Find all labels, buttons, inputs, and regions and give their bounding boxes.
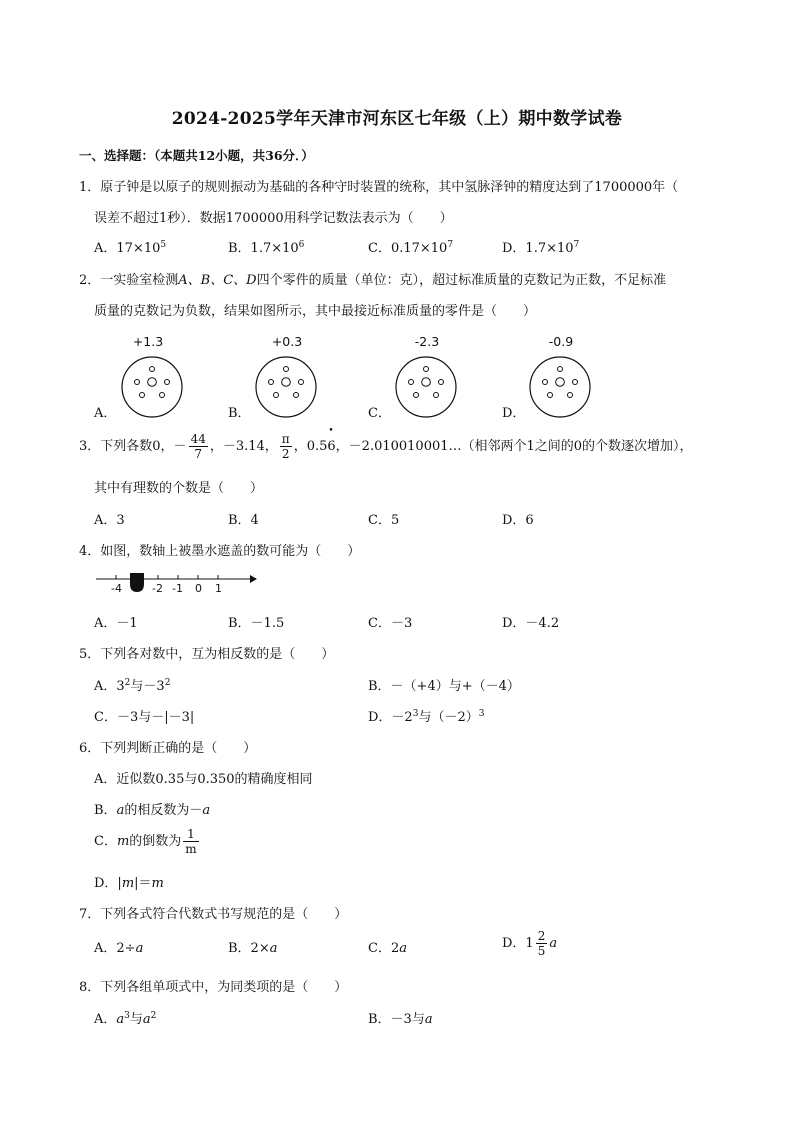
repeating-decimal-digit: • 6 <box>327 439 335 454</box>
q7-option-a[interactable]: A．2÷a <box>94 941 144 956</box>
q1-option-c[interactable]: C．$0.17\times 10^7$ <box>368 240 454 256</box>
part-d-figure <box>528 355 592 419</box>
tick-label: -2 <box>152 582 163 595</box>
q1-option-d[interactable]: D．$1.7\times 10^7$ <box>502 240 580 256</box>
q2-option-b[interactable]: B． <box>228 406 251 421</box>
q2-part-c <box>394 334 458 423</box>
q7-option-d[interactable]: D．1 $\frac{2}{5}$ a <box>502 929 558 958</box>
q2-stem-line1: 2．一实验室检测A、B、C、D四个零件的质量（单位：克），超过标准质量的克数记为正数，不足标准 <box>79 273 667 288</box>
q3-stem-line1: 3．下列各数0，－ $\frac{44}{7}$ ，－3.14， $\frac{\pi}{2}$ ，0.5• 6，－2.010010001…（相邻两个1之间的0的个数逐次增加）， <box>79 432 693 461</box>
q2-part-d <box>528 334 592 423</box>
q6-stem-line1: 6．下列判断正确的是（ ） <box>79 741 257 756</box>
q2-part-b <box>254 334 318 423</box>
q8-option-a[interactable]: A．$a^3$与$a^2$ <box>94 1011 157 1027</box>
q8-option-b[interactable]: B．－3与a <box>368 1012 433 1027</box>
q1-option-b[interactable]: B．$1.7\times 10^6$ <box>228 240 305 256</box>
tick-label: 0 <box>195 582 202 595</box>
q3-option-c[interactable]: C．5 <box>368 513 400 528</box>
part-d-value: -0.9 <box>548 334 574 349</box>
part-a-value: +1.3 <box>132 334 164 349</box>
fraction-2-5: $\frac{2}{5}$ <box>537 929 546 958</box>
q2-part-a <box>120 334 184 423</box>
q5-stem-line1: 5．下列各对数中，互为相反数的是（ ） <box>79 647 335 662</box>
q5-option-c[interactable]: C．－3与－|－3| <box>94 710 195 725</box>
fraction-44-7: $\frac{44}{7}$ <box>190 432 206 461</box>
part-b-figure <box>254 355 318 419</box>
tick-label: -4 <box>111 582 122 595</box>
part-b-value: +0.3 <box>271 334 303 349</box>
q7-option-c[interactable]: C．2a <box>368 941 407 956</box>
q5-option-d[interactable]: D．$-2^3$与$(-2)^3$ <box>368 709 485 725</box>
q6-option-d[interactable]: D．|m|＝m <box>94 876 164 891</box>
q3-option-b[interactable]: B．4 <box>228 513 259 528</box>
part-a-figure <box>120 355 184 419</box>
fraction-pi-2: $\frac{\pi}{2}$ <box>281 432 290 461</box>
q2-option-c[interactable]: C． <box>368 406 391 421</box>
q5-option-a[interactable]: A．$3^2$与$-3^2$ <box>94 678 171 694</box>
q4-option-b[interactable]: B．－1.5 <box>228 616 285 631</box>
q3-option-d[interactable]: D．6 <box>502 513 534 528</box>
page-title: 2024-2025学年天津市河东区七年级（上）期中数学试卷 <box>171 109 623 129</box>
tick-label: 1 <box>215 582 222 595</box>
q2-stem-line2: 质量的克数记为负数，结果如图所示，其中最接近标准质量的零件是（ ） <box>94 304 537 319</box>
q2-option-d[interactable]: D． <box>502 406 526 421</box>
number-line <box>94 568 259 596</box>
part-c-figure <box>394 355 458 419</box>
q8-stem-line1: 8．下列各组单项式中，为同类项的是（ ） <box>79 980 348 995</box>
q4-option-c[interactable]: C．－3 <box>368 616 413 631</box>
q3-option-a[interactable]: A．3 <box>94 513 125 528</box>
q4-option-a[interactable]: A．－1 <box>94 616 138 631</box>
q6-option-c[interactable]: C．m的倒数为 $\frac{1}{m}$ <box>94 827 197 856</box>
part-c-value: -2.3 <box>414 334 440 349</box>
q7-option-b[interactable]: B．2×a <box>228 941 278 956</box>
q4-option-d[interactable]: D．－4.2 <box>502 616 560 631</box>
ink-blot <box>130 573 144 592</box>
fraction-1-m: $\frac{1}{m}$ <box>185 827 197 856</box>
q6-option-b[interactable]: B．a的相反数为－a <box>94 803 211 818</box>
q1-stem-line1: 1．原子钟是以原子的规则振动为基础的各种守时装置的统称，其中氢脉泽钟的精度达到了1700000年（ <box>79 180 679 195</box>
q2-option-a[interactable]: A． <box>94 406 117 421</box>
q5-option-b[interactable]: B．－（+4）与+（－4） <box>368 679 520 694</box>
q1-stem-line2: 误差不超过1秒）．数据1700000用科学记数法表示为（ ） <box>94 211 453 226</box>
tick-label: -1 <box>172 582 183 595</box>
q7-stem-line1: 7．下列各式符合代数式书写规范的是（ ） <box>79 907 348 922</box>
q4-stem-line1: 4．如图，数轴上被墨水遮盖的数可能为（ ） <box>79 544 361 559</box>
q6-option-a[interactable]: A．近似数0.35与0.350的精确度相同 <box>94 772 313 787</box>
section-heading: 一、选择题：（本题共12小题，共36分．） <box>79 148 314 163</box>
q3-stem-line2: 其中有理数的个数是（ ） <box>94 481 264 496</box>
q1-option-a[interactable]: A．$17\times 10^5$ <box>94 240 167 256</box>
